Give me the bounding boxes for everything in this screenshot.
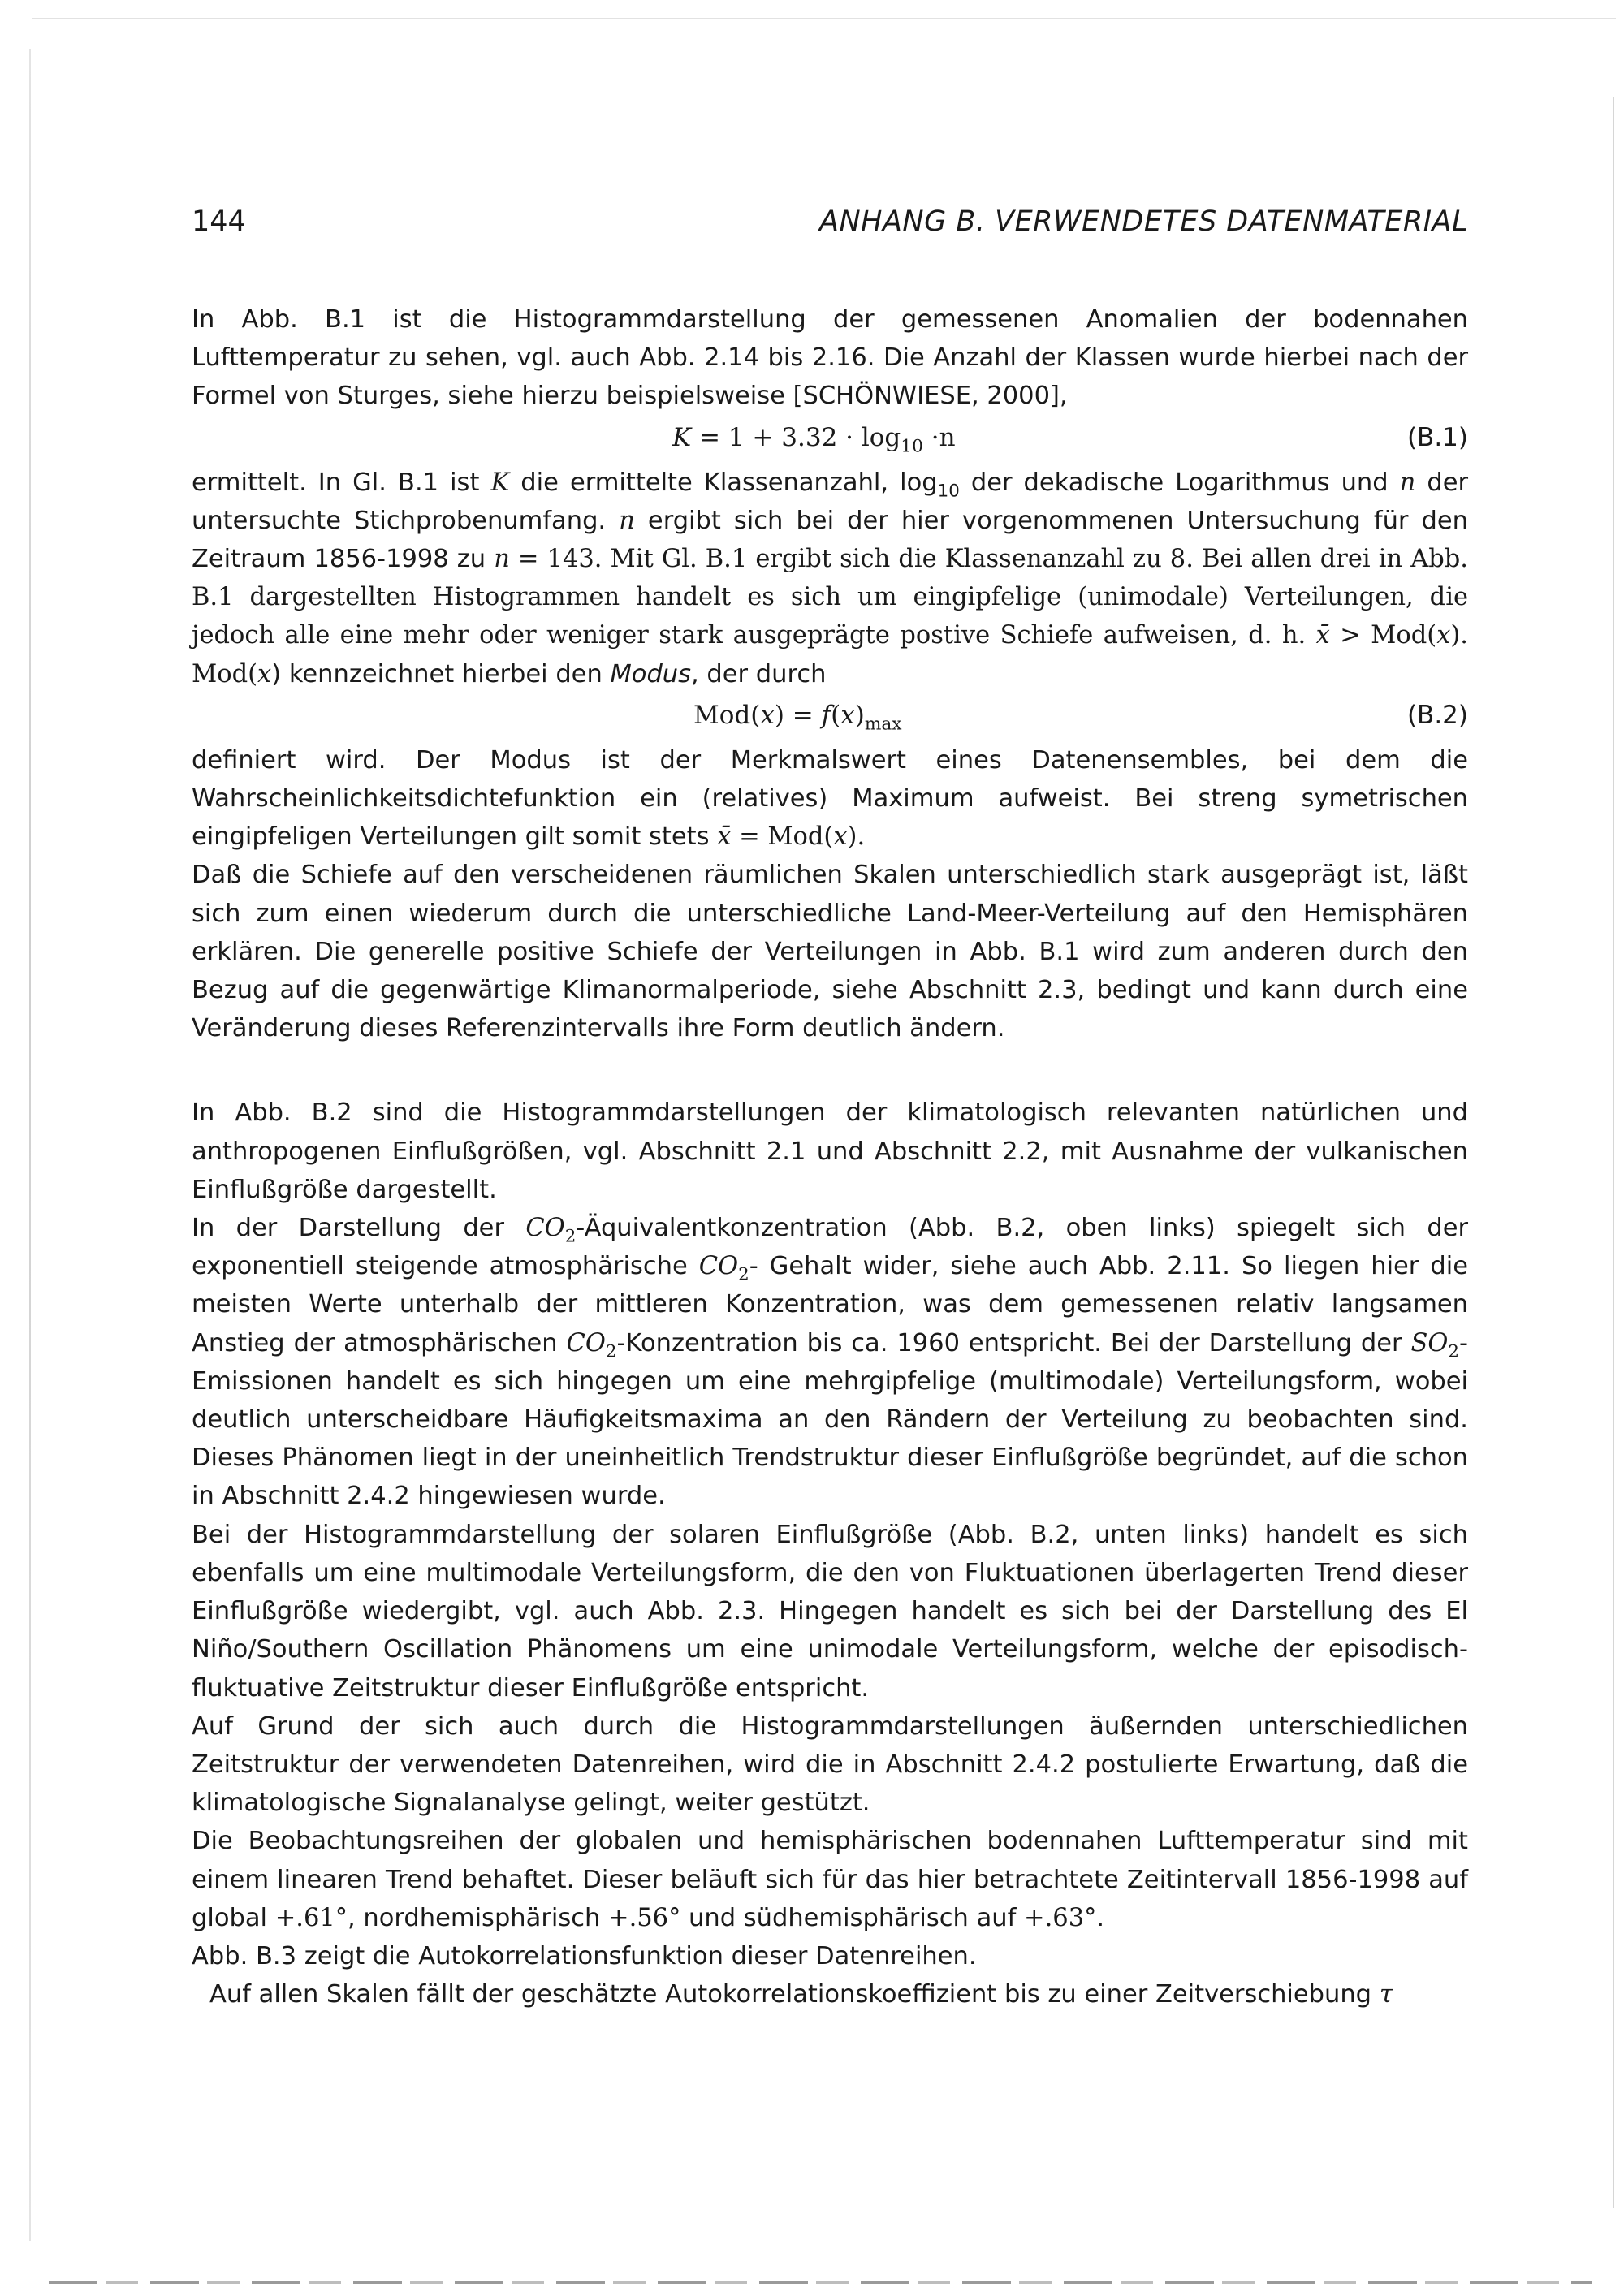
text-run: Auf allen Skalen fällt der geschätzte Autokorrelationskoeffizient bis zu einer Zeitverschiebung bbox=[209, 1980, 1380, 2009]
equation-b1-tail: ·n bbox=[922, 422, 956, 452]
text-run: ) kennzeichnet hierbei den bbox=[271, 659, 611, 688]
text-run: ( bbox=[831, 700, 841, 730]
paragraph-autokorrelation-text: Abb. B.3 zeigt die Autokorrelationsfunktion dieser Datenreihen. bbox=[192, 1941, 977, 1970]
math-co: CO bbox=[525, 1214, 565, 1243]
text-run: -Emissionen handelt es sich hingegen um eine mehrgipfelige (multimodale) Verteilungsform, wobei deutlich unterscheidbare Häufigkeitsmaxima an den Rändern der Verteilung zu beobachten sind. Dieses Phänomen liegt in der uneinheitlich Trendstruktur dieser Einflußgröße begründet, auf die schon in Abschnitt 2.4.2 hingewiesen wurde. bbox=[192, 1328, 1468, 1511]
paragraph-schiefe bbox=[192, 856, 1468, 1047]
text-run: -Äquivalentkonzentration (Abb. B.2, oben links) spiegelt sich der exponentiell steigende atmosphärische bbox=[192, 1214, 1469, 1281]
equation-b1-lhs: K bbox=[672, 422, 692, 452]
text-run: die ermittelte Klassenanzahl, log bbox=[509, 468, 938, 497]
value-south: +.63° bbox=[1024, 1903, 1097, 1932]
text-run: -Konzentration bis ca. 1960 entspricht. Bei der Darstellung der bbox=[616, 1328, 1411, 1357]
paragraph-modus bbox=[192, 741, 1468, 857]
math-subscript: 2 bbox=[564, 1226, 577, 1247]
math-subscript: 2 bbox=[605, 1341, 617, 1362]
math-xbar: x̄ bbox=[1315, 621, 1330, 650]
text-run: der untersuchte Stichprobenumfang. bbox=[192, 468, 1469, 535]
math-tau: τ bbox=[1379, 1980, 1393, 2009]
paragraph-skalen bbox=[192, 1975, 1468, 2013]
text-run: > Mod( bbox=[1329, 621, 1437, 650]
math-subscript: 2 bbox=[1448, 1341, 1459, 1362]
text-run: Mod( bbox=[693, 700, 761, 730]
text-run: ). Mod( bbox=[192, 621, 1468, 688]
math-so: SO bbox=[1410, 1328, 1449, 1357]
scan-edge-right bbox=[1613, 97, 1614, 2208]
paragraph-intro-text: In Abb. B.1 ist die Histogrammdarstellung der gemessenen Anomalien der bodennahen Lufttemperatur zu sehen, vgl. auch Abb. 2.14 bis 2.16. Die Anzahl der Klassen wurde hierbei nach der Formel von Sturges, siehe hierzu beispielsweise [SCHÖNWIESE, 2000], bbox=[192, 305, 1468, 411]
text-run: , nordhemisphärisch bbox=[348, 1903, 609, 1932]
text-run: ermittelt. In Gl. B.1 ist bbox=[192, 468, 491, 497]
equation-b1-expression bbox=[672, 419, 956, 457]
page-header bbox=[192, 205, 1468, 246]
text-run: - Gehalt wider, siehe auch Abb. 2.11. So liegen hier die meisten Werte unterhalb der mittleren Konzentration, was dem gemessenen relativ langsamen Anstieg der atmosphärischen bbox=[192, 1252, 1468, 1357]
text-run: ) bbox=[854, 700, 865, 730]
text-run: = 143. Mit Gl. B.1 ergibt sich die Klassenanzahl zu 8. Bei allen drei in Abb. B.1 dargestellten Histogrammen handelt es sich um eingipfelige (unimodale) Verteilungen, die jedoch alle eine mehr oder weniger stark ausgeprägte postive Schiefe aufweisen, d. h. bbox=[192, 545, 1468, 650]
math-co: CO bbox=[698, 1252, 739, 1281]
equation-b2-expression bbox=[693, 697, 902, 735]
scan-edge-left bbox=[29, 49, 31, 2241]
math-f: f bbox=[821, 700, 831, 730]
emphasis-modus: Modus bbox=[610, 659, 692, 688]
text-run: der dekadische Logarithmus und bbox=[959, 468, 1400, 497]
math-xbar: x̄ bbox=[717, 822, 732, 852]
math-subscript: 2 bbox=[738, 1264, 749, 1285]
paragraph-autokorrelation bbox=[192, 1937, 1468, 1975]
scan-edge-top bbox=[32, 18, 1616, 19]
text-run: ). bbox=[847, 822, 866, 852]
paragraph-gap bbox=[192, 1047, 1468, 1094]
equation-b1-number: (B.1) bbox=[1406, 422, 1468, 452]
value-global: +.61° bbox=[274, 1903, 348, 1932]
paragraph-b2-intro-text: In Abb. B.2 sind die Histogrammdarstellungen der klimatologisch relevanten natürlichen und anthropogenen Einflußgrößen, vgl. Abschnitt 2.1 und Abschnitt 2.2, mit Ausnahme der vulkanischen Einflußgröße dargestellt. bbox=[192, 1098, 1468, 1204]
text-run: ergibt sich bei der hier vorgenommenen Untersuchung für den Zeitraum 1856-1998 zu bbox=[192, 506, 1468, 574]
math-n: n bbox=[1399, 468, 1416, 497]
text-run: In der Darstellung der bbox=[192, 1214, 526, 1243]
paragraph-b2-intro bbox=[192, 1094, 1468, 1209]
text-run: Die Beobachtungsreihen der globalen und hemisphärischen bodennahen Lufttemperatur sind mit einem linearen Trend behaftet. Dieser beläuft sich für das hier betrachtete Zeitintervall 1856-1998 auf global bbox=[192, 1827, 1468, 1932]
equation-b2 bbox=[192, 693, 1468, 741]
math-n: n bbox=[494, 545, 510, 574]
text-run: und südhemisphärisch auf bbox=[680, 1903, 1025, 1932]
math-x: x bbox=[833, 822, 848, 852]
scan-edge-bottom bbox=[49, 2281, 1592, 2284]
value-north: +.56° bbox=[608, 1903, 681, 1932]
paragraph-trend bbox=[192, 1822, 1468, 1937]
math-x: x bbox=[760, 700, 775, 730]
page-number: 144 bbox=[192, 205, 246, 238]
equation-b2-number: (B.2) bbox=[1406, 700, 1468, 730]
math-subscript: 10 bbox=[937, 481, 960, 502]
math-k: K bbox=[490, 468, 510, 497]
math-n: n bbox=[619, 506, 635, 535]
text-run: ) bbox=[774, 700, 784, 730]
math-x: x bbox=[1436, 621, 1451, 650]
paragraph-zeitstruktur bbox=[192, 1707, 1468, 1823]
running-head: ANHANG B. VERWENDETES DATENMATERIAL bbox=[819, 205, 1468, 238]
paragraph-schiefe-text: Daß die Schiefe auf den verscheidenen räumlichen Skalen unterschiedlich stark ausgeprägt ist, läßt sich zum einen wiederum durch die unterschiedliche Land-Meer-Verteilung auf den Hemisphären erklären. Die generelle positive Schiefe der Verteilungen in Abb. B.1 wird zum anderen durch den Bezug auf die gegenwärtige Klimanormalperiode, siehe Abschnitt 2.3, bedingt und kann durch eine Veränderung dieses Referenzintervalls ihre Form deutlich ändern. bbox=[192, 861, 1468, 1043]
paragraph-solar bbox=[192, 1516, 1468, 1707]
math-x: x bbox=[257, 659, 272, 688]
text-run: . bbox=[1096, 1903, 1105, 1932]
math-x: x bbox=[840, 700, 855, 730]
text-run: = Mod( bbox=[731, 822, 834, 852]
paragraph-zeitstruktur-text: Auf Grund der sich auch durch die Histogrammdarstellungen äußernden unterschiedlichen Zeitstruktur der verwendeten Datenreihen, wird die in Abschnitt 2.4.2 postulierte Erwartung, daß die klimatologische Signalanalyse gelingt, weiter gestützt. bbox=[192, 1711, 1468, 1818]
paragraph-co2 bbox=[192, 1209, 1468, 1516]
equation-b1-rhs: = 1 + 3.32 · log bbox=[699, 422, 901, 452]
body-text bbox=[192, 300, 1468, 2013]
paragraph-klassen bbox=[192, 464, 1468, 693]
equation-b1 bbox=[192, 416, 1468, 464]
text-run: definiert wird. Der Modus ist der Merkmalswert eines Datenensembles, bei dem die Wahrscheinlichkeitsdichtefunktion ein (relatives) Maximum aufweist. Bei streng symetrischen eingipfeligen Verteilungen gilt somit stets bbox=[192, 745, 1468, 852]
math-co: CO bbox=[566, 1328, 606, 1357]
paragraph-intro bbox=[192, 300, 1468, 416]
text-run: = bbox=[784, 700, 822, 730]
text-run: , der durch bbox=[691, 659, 827, 688]
paragraph-solar-text: Bei der Histogrammdarstellung der solaren Einflußgröße (Abb. B.2, unten links) handelt es sich ebenfalls um eine multimodale Verteilungsform, die den von Fluktuationen überlagerten Trend dieser Einflußgröße wiedergibt, vgl. auch Abb. 2.3. Hingegen handelt es sich bei der Darstellung des El Niño/Southern Oscillation Phänomens um eine unimodale Verteilungsform, welche der episodisch-fluktuative Zeitstruktur dieser Einflußgröße entspricht. bbox=[192, 1520, 1468, 1703]
math-subscript: max bbox=[864, 714, 902, 735]
equation-b1-subscript: 10 bbox=[901, 436, 923, 457]
